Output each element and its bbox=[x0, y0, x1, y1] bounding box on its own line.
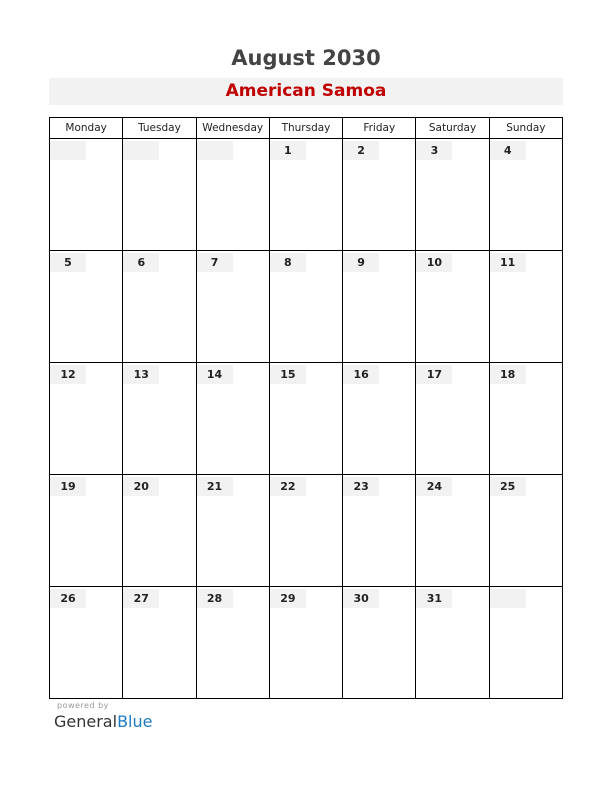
day-cell bbox=[269, 475, 342, 587]
weekday-header: Wednesday bbox=[196, 118, 269, 139]
day-cell bbox=[196, 587, 269, 699]
day-number bbox=[490, 589, 526, 608]
day-number: 12 bbox=[50, 365, 86, 384]
day-cell bbox=[416, 363, 489, 475]
week-row bbox=[50, 475, 563, 587]
weekday-header: Monday bbox=[50, 118, 123, 139]
day-number: 25 bbox=[490, 477, 526, 496]
day-number: 18 bbox=[490, 365, 526, 384]
day-cell bbox=[196, 475, 269, 587]
day-number: 5 bbox=[50, 253, 86, 272]
day-number: 2 bbox=[343, 141, 379, 160]
brand-blue-text: Blue bbox=[117, 712, 153, 731]
day-cell bbox=[269, 587, 342, 699]
day-cell bbox=[123, 475, 196, 587]
week-row bbox=[50, 587, 563, 699]
day-number: 27 bbox=[123, 589, 159, 608]
day-number: 30 bbox=[343, 589, 379, 608]
day-cell bbox=[50, 475, 123, 587]
day-cell bbox=[123, 139, 196, 251]
day-number: 11 bbox=[490, 253, 526, 272]
day-cell bbox=[50, 251, 123, 363]
week-row bbox=[50, 139, 563, 251]
day-cell bbox=[269, 139, 342, 251]
day-cell bbox=[416, 475, 489, 587]
weekday-header: Thursday bbox=[269, 118, 342, 139]
day-number: 29 bbox=[270, 589, 306, 608]
day-number bbox=[197, 141, 233, 160]
day-number: 7 bbox=[197, 253, 233, 272]
day-cell bbox=[123, 363, 196, 475]
brand-logo[interactable] bbox=[54, 712, 152, 731]
day-number: 14 bbox=[197, 365, 233, 384]
weekday-header-row bbox=[50, 118, 563, 139]
day-cell bbox=[416, 251, 489, 363]
day-cell bbox=[50, 587, 123, 699]
day-cell bbox=[343, 251, 416, 363]
day-cell bbox=[123, 587, 196, 699]
day-number: 17 bbox=[416, 365, 452, 384]
day-cell bbox=[343, 363, 416, 475]
day-number: 20 bbox=[123, 477, 159, 496]
brand-general-text: General bbox=[54, 712, 118, 731]
day-number: 24 bbox=[416, 477, 452, 496]
day-cell bbox=[123, 251, 196, 363]
day-cell bbox=[416, 587, 489, 699]
page-title: August 2030 bbox=[231, 46, 381, 70]
day-number: 21 bbox=[197, 477, 233, 496]
day-cell bbox=[489, 587, 562, 699]
day-cell bbox=[343, 587, 416, 699]
powered-by-label: powered by bbox=[57, 701, 109, 710]
day-cell bbox=[50, 363, 123, 475]
day-number: 10 bbox=[416, 253, 452, 272]
day-cell bbox=[343, 475, 416, 587]
day-number: 13 bbox=[123, 365, 159, 384]
day-cell bbox=[489, 139, 562, 251]
day-number: 28 bbox=[197, 589, 233, 608]
week-row bbox=[50, 251, 563, 363]
day-number: 15 bbox=[270, 365, 306, 384]
week-row bbox=[50, 363, 563, 475]
region-title: American Samoa bbox=[49, 78, 563, 105]
day-cell bbox=[489, 475, 562, 587]
day-cell bbox=[489, 363, 562, 475]
day-number: 22 bbox=[270, 477, 306, 496]
day-number: 3 bbox=[416, 141, 452, 160]
day-number: 16 bbox=[343, 365, 379, 384]
day-number: 8 bbox=[270, 253, 306, 272]
day-number bbox=[123, 141, 159, 160]
calendar-grid bbox=[49, 117, 563, 699]
weekday-header: Friday bbox=[343, 118, 416, 139]
day-number: 23 bbox=[343, 477, 379, 496]
day-cell bbox=[50, 139, 123, 251]
day-number bbox=[50, 141, 86, 160]
day-cell bbox=[269, 363, 342, 475]
weekday-header: Sunday bbox=[489, 118, 562, 139]
day-number: 1 bbox=[270, 141, 306, 160]
day-cell bbox=[269, 251, 342, 363]
day-cell bbox=[196, 139, 269, 251]
day-cell bbox=[416, 139, 489, 251]
day-number: 31 bbox=[416, 589, 452, 608]
weekday-header: Saturday bbox=[416, 118, 489, 139]
day-cell bbox=[196, 251, 269, 363]
day-cell bbox=[196, 363, 269, 475]
day-number: 26 bbox=[50, 589, 86, 608]
day-number: 9 bbox=[343, 253, 379, 272]
day-cell bbox=[343, 139, 416, 251]
day-number: 6 bbox=[123, 253, 159, 272]
day-cell bbox=[489, 251, 562, 363]
weekday-header: Tuesday bbox=[123, 118, 196, 139]
day-number: 19 bbox=[50, 477, 86, 496]
day-number: 4 bbox=[490, 141, 526, 160]
